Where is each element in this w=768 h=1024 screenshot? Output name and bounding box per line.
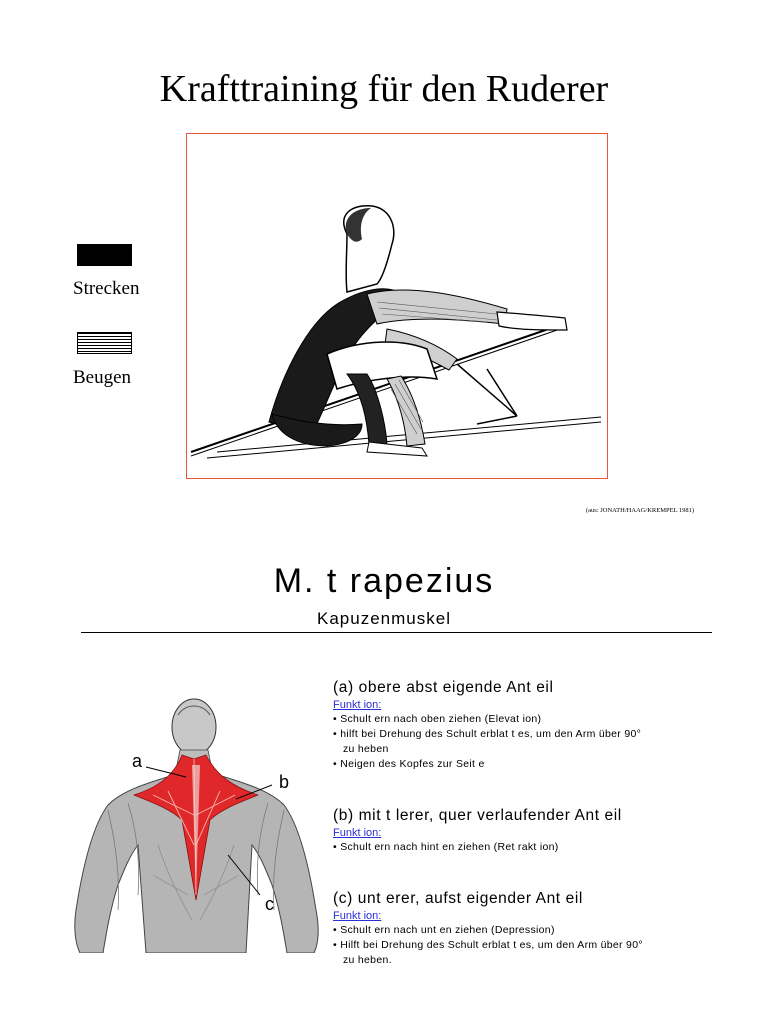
section-lower-part [333, 889, 753, 968]
list-item: • Schult ern nach hint en ziehen (Ret rakt ion) [333, 841, 559, 853]
section-heading: (c) unt erer, aufst eigender Ant eil [333, 890, 583, 907]
list-item: • Schult ern nach unt en ziehen (Depression) [333, 924, 555, 936]
page-title: Krafttraining für den Ruderer [159, 68, 609, 110]
back-anatomy-drawing [68, 695, 324, 953]
list-item: • Schult ern nach oben ziehen (Elevat ion) [333, 713, 542, 725]
rower-drawing [187, 134, 609, 480]
list-item: • Hilft bei Drehung des Schult erblat t es, um den Arm über 90° [333, 939, 643, 951]
list-item: zu heben [343, 743, 389, 755]
label-b: b [279, 772, 290, 792]
section-heading: (a) obere abst eigende Ant eil [333, 679, 554, 696]
function-list [333, 840, 753, 855]
rower-illustration [186, 133, 608, 479]
list-item: zu heben. [343, 954, 392, 966]
list-item: • Neigen des Kopfes zur Seit e [333, 758, 485, 770]
function-list [333, 712, 753, 772]
legend-label-strecken: Strecken [73, 278, 140, 299]
legend-swatch-strecken [77, 244, 132, 266]
legend-swatch-beugen [77, 332, 132, 354]
divider [81, 632, 712, 633]
label-a: a [132, 751, 143, 771]
section-middle-part [333, 806, 753, 855]
section-upper-part [333, 678, 753, 772]
function-link[interactable]: Funkt ion: [333, 699, 382, 711]
legend-label-beugen: Beugen [73, 367, 132, 388]
list-item: • hilft bei Drehung des Schult erblat t es, um den Arm über 90° [333, 728, 642, 740]
muscle-title: M. t rapezius [273, 562, 495, 600]
section-heading: (b) mit t lerer, quer verlaufender Ant eil [333, 807, 622, 824]
label-c: c [265, 894, 274, 914]
source-citation: (aus: JONATH/HAAG/KREMPEL 1981) [586, 507, 695, 514]
function-link[interactable]: Funkt ion: [333, 827, 382, 839]
muscle-subtitle: Kapuzenmuskel [317, 609, 451, 628]
function-list [333, 923, 753, 968]
trapezius-illustration [68, 695, 324, 958]
function-link[interactable]: Funkt ion: [333, 910, 382, 922]
